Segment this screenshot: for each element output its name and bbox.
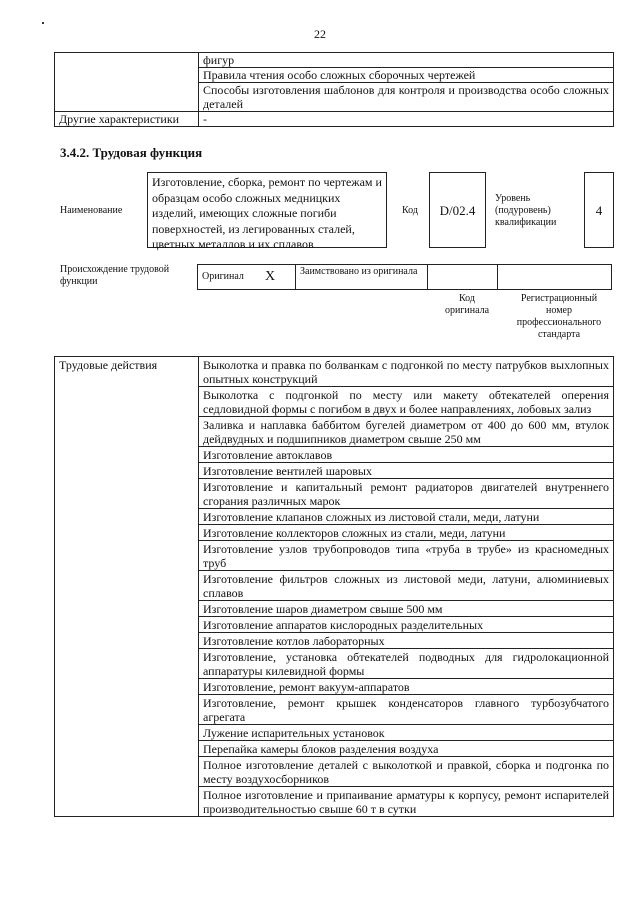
labor-action-item: Изготовление вентилей шаровых: [199, 463, 614, 479]
scan-mark: [42, 22, 44, 24]
function-name-box: Изготовление, сборка, ремонт по чертежам и образцам особо сложных медницких изделий, имеющих сложные погиби поверхностей, из легированных сталей, цветных металлов и их сплавов: [147, 172, 387, 248]
registration-number-cell: [498, 265, 612, 290]
level-box: 4: [584, 172, 614, 248]
labor-action-item: Изготовление фильтров сложных из листовой меди, латуни, алюминиевых сплавов: [199, 571, 614, 601]
registration-caption: Регистрационный номер профессионального стандарта: [516, 293, 602, 340]
table-cell: фигур: [199, 53, 614, 68]
section-title: 3.4.2. Трудовая функция: [60, 145, 203, 160]
origin-label: Происхождение трудовой функции: [60, 264, 170, 287]
original-code-cell: [428, 265, 498, 290]
labor-action-item: Лужение испарительных установок: [199, 725, 614, 741]
origin-table: [197, 264, 612, 290]
original-mark: X: [261, 265, 296, 290]
labor-action-item: Изготовление, ремонт вакуум-аппаратов: [199, 679, 614, 695]
labor-action-item: Изготовление, установка обтекателей подводных для гидролокационной аппаратуры килевидной формы: [199, 649, 614, 679]
labor-action-item: Выколотка и правка по болванкам с подгонкой по месту патрубков выхлопных опытных конструкций: [199, 357, 614, 387]
other-characteristics-value: -: [199, 112, 614, 127]
labor-action-item: Изготовление и капитальный ремонт радиаторов двигателей внутреннего сгорания различных марок: [199, 479, 614, 509]
other-characteristics-label: Другие характеристики: [55, 112, 199, 127]
labor-action-item: Изготовление аппаратов кислородных разделительных: [199, 617, 614, 633]
code-caption: Код оригинала: [444, 293, 490, 316]
labor-action-item: Изготовление автоклавов: [199, 447, 614, 463]
table-row: [55, 53, 614, 68]
labor-action-item: Изготовление узлов трубопроводов типа «труба в трубе» из красномедных труб: [199, 541, 614, 571]
page-number: 22: [314, 27, 326, 41]
labor-action-item: Изготовление котлов лабораторных: [199, 633, 614, 649]
original-label: Оригинал: [198, 265, 262, 290]
table-row: [55, 357, 614, 387]
labor-action-item: Перепайка камеры блоков разделения воздуха: [199, 741, 614, 757]
table-cell-left: [55, 53, 199, 112]
labor-action-item: Заливка и наплавка баббитом бугелей диаметром от 400 до 600 мм, втулок дейдвудных и подшипников диаметром свыше 250 мм: [199, 417, 614, 447]
knowledge-table: [54, 52, 614, 127]
labor-action-item: Полное изготовление и припаивание арматуры к корпусу, ремонт испарителей производительностью свыше 60 т в сутки: [199, 787, 614, 817]
labor-action-item: Изготовление коллекторов сложных из стали, меди, латуни: [199, 525, 614, 541]
labor-action-item: Изготовление, ремонт крышек конденсаторов главного турбозубчатого агрегата: [199, 695, 614, 725]
table-cell: Правила чтения особо сложных сборочных чертежей: [199, 68, 614, 83]
function-code-box: D/02.4: [429, 172, 486, 248]
table-row: [55, 112, 614, 127]
labor-action-item: Изготовление шаров диаметром свыше 500 мм: [199, 601, 614, 617]
name-label: Наименование: [60, 205, 123, 216]
code-label: Код: [402, 205, 418, 216]
labor-action-item: Выколотка с подгонкой по месту или макету обтекателей оперения седловидной формы с погибом в двух и более направлениях, лобовых зализ: [199, 387, 614, 417]
labor-actions-label: Трудовые действия: [55, 357, 199, 817]
table-row: [198, 265, 612, 290]
level-label: Уровень (подуровень) квалификации: [495, 193, 557, 228]
borrowed-label: Заимствовано из оригинала: [296, 265, 428, 290]
table-cell: Способы изготовления шаблонов для контроля и производства особо сложных деталей: [199, 83, 614, 112]
labor-action-item: Полное изготовление деталей с выколоткой и правкой, сборка и подгонка по месту воздухосборников: [199, 757, 614, 787]
labor-action-item: Изготовление клапанов сложных из листовой стали, меди, латуни: [199, 509, 614, 525]
labor-actions-table: [54, 356, 614, 817]
